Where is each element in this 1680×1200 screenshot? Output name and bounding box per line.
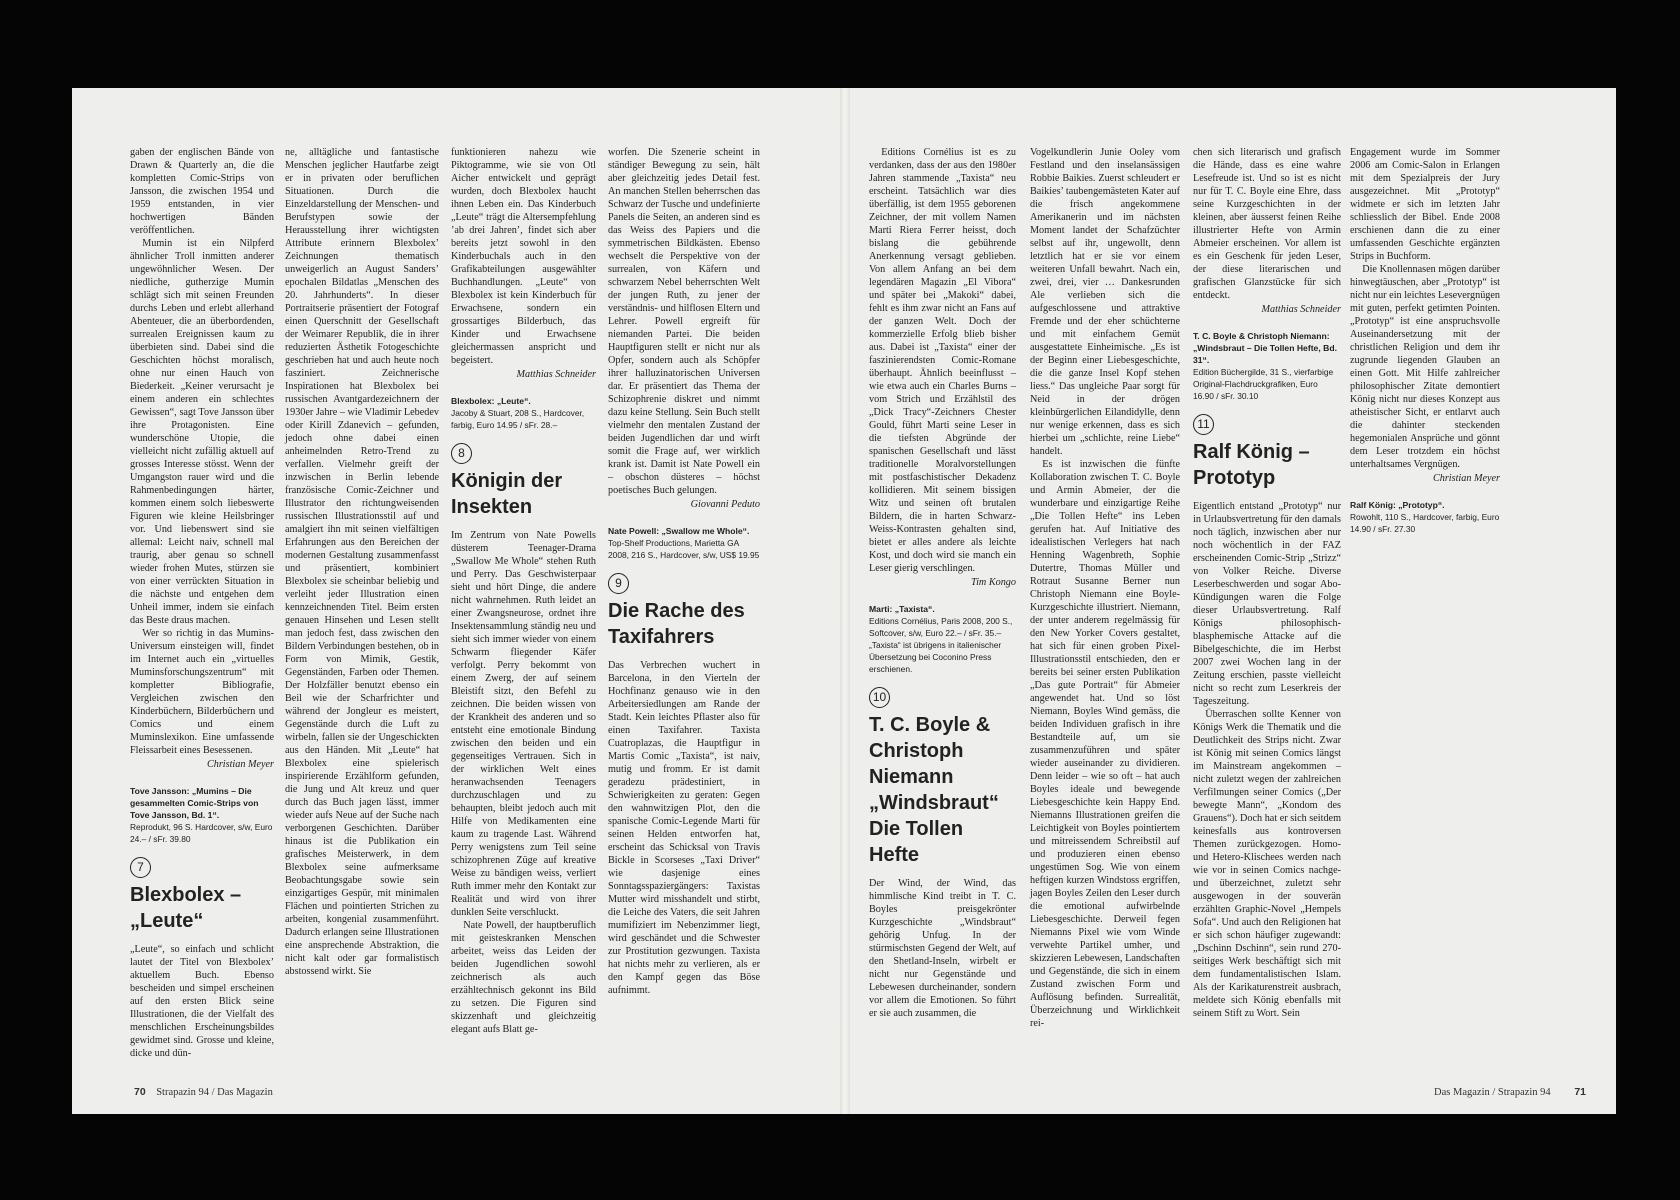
- left-column-1: [130, 146, 274, 1060]
- article-paragraph: Mumin ist ein Nilpferd ähnlicher Troll inmitten anderer ungewöhnlicher Wesen. Der niedliche, gutherzige Mumin schlägt sich mit seinen Freunden durchs Leben und erlebt allerhand Abenteuer, die an überbordenden, surrealen Ereignissen kaum zu überbieten sind. Dabei sind die Geschichten höchst moralisch, ohne nur einen Hauch von Biederkeit. „Keiner verursacht je einem anderen ein schlechtes Gewissen“, sagt Tove Jansson über ihre Protagonisten. Eine wunderschöne Utopie, die vielleicht nicht zufällig aktuell auf grosses Interesse stösst. Wenn der Umgangston rauer wird und die Rahmenbedingungen härter, kommen einem solch liebeswerte Figuren wie kleine Heilsbringer vor. Und liebenswert sind sie allemal: Leicht naiv, schnell mal traurig, aber genau so schnell wieder frohen Mutes, stürzen sie von einer verrückten Situation in die nächste und entgehen dem Unheil immer, indem sie einfach das Beste draus machen.: [130, 238, 274, 626]
- credit-title: Tove Jansson: „Mumins – Die gesammelten Comic-Strips von Tove Jansson, Bd. 1“.: [130, 786, 259, 820]
- book-credit: [869, 603, 1016, 675]
- section-number-badge: 7: [130, 857, 151, 878]
- right-column-3: [1193, 146, 1341, 1020]
- article-paragraph: Die Knollennasen mögen darüber hinwegtäuschen, aber „Prototyp“ ist nicht nur ein leichtes Lesevergnügen mit guten, perfekt getimten Pointen. „Prototyp“ ist eine anspruchsvolle Auseinandersetzung mit der christlichen Religion und dem ihr zugrunde liegenden Glauben an einen Gott. Mit Hilfe zahlreicher philosophischer Zitate demontiert König nicht nur dieses Konzept aus atheistischer Sicht, er entlarvt auch die dahinter steckenden hegemonialen Ansprüche und gönnt dem Leser trotzdem ein höchst unterhaltsames Vergnügen.: [1350, 264, 1500, 470]
- section-number-badge: 9: [608, 573, 629, 594]
- author-signature: Matthias Schneider: [516, 369, 596, 380]
- book-credit: [1193, 330, 1341, 402]
- left-column-2: [285, 146, 439, 978]
- magazine-title: Das Magazin / Strapazin 94: [1434, 1087, 1551, 1098]
- article-paragraph: „Leute“, so einfach und schlicht lautet der Titel von Blexbolex’ aktuellem Buch. Ebenso bescheiden und simpel erscheinen auf den ersten Blick seine Illustrationen, die der Vielfalt des menschlichen Erscheinungsbildes gewidmet sind. Grosse und kleine, dicke und dün-: [130, 944, 274, 1059]
- credit-title: Blexbolex: „Leute“.: [451, 396, 531, 406]
- left-column-4: [608, 146, 760, 997]
- author-signature: Tim Kongo: [970, 577, 1016, 588]
- article-paragraph: Engagement wurde im Sommer 2006 am Comic-Salon in Erlangen mit dem Spezialpreis der Jury ausgezeichnet. Mit „Prototyp“ widmete er sich im letzten Jahr schliesslich der Bibel. Ende 2008 erschienen dann die zu einer umfassenden Geschichte ergänzten Strips in Buchform.: [1350, 147, 1500, 262]
- magazine-title: Strapazin 94 / Das Magazin: [156, 1087, 273, 1098]
- credit-title: T. C. Boyle & Christoph Niemann: „Windsbraut – Die Tollen Hefte, Bd. 31“.: [1193, 331, 1337, 365]
- credit-title: Nate Powell: „Swallow me Whole“.: [608, 526, 750, 536]
- credit-title: Marti: „Taxista“.: [869, 604, 935, 614]
- section-heading: Blexbolex – „Leute“: [130, 884, 242, 932]
- right-folio: [1434, 1086, 1586, 1098]
- book-credit: [130, 785, 274, 845]
- right-page: [850, 88, 1616, 1114]
- page-number: 71: [1574, 1086, 1586, 1098]
- section-heading: Ralf König – Prototyp: [1193, 441, 1310, 489]
- author-signature: Giovanni Peduto: [690, 499, 760, 510]
- credit-info: Editions Cornélius, Paris 2008, 200 S., Softcover, s/w, Euro 22.– / sFr. 35.– „Taxista“ ist übrigens in italienischer Übersetzung bei Coconino Press erschienen.: [869, 616, 1013, 674]
- section-heading: T. C. Boyle & Christoph Niemann „Windsbraut“ Die Tollen Hefte: [869, 714, 999, 866]
- section-number-badge: 11: [1193, 414, 1214, 435]
- section-number-badge: 10: [869, 687, 890, 708]
- left-column-3: [451, 146, 596, 1036]
- section-number-badge: 8: [451, 443, 472, 464]
- article-paragraph: Editions Cornélius ist es zu verdanken, dass der aus den 1980er Jahren stammende „Taxista“ neu erscheint. Tatsächlich war dies überfällig, ist dem 1955 geborenen Zeichner, der mit vollem Namen Marti Riera Ferrer heisst, doch bislang die gebührende Anerkennung versagt geblieben. Von allem Anfang an bei dem legendären Magazin „El Vibora“ und später bei „Makoki“ dabei, fehlt es ihm zwar nicht an Fans auf der ganzen Welt. Doch der kommerzielle Erfolg blieb bisher aus. Dabei ist „Taxista“ einer der faszinierendsten Comic-Romane überhaupt. Ähnlich beeinflusst – wie etwa auch ein Charles Burns – vom Strich und Erzählstil des „Dick Tracy“-Zeichners Chester Gould, führt Marti seine Leser in die tiefsten Abgründe der spanischen Gesellschaft und lässt traditionelle Moralvorstellungen mit postfaschistischer Dekadenz kollidieren. Mit seinem bissigen Witz und seinen oft brutalen Bildern, die in harten Schwarz-Weiss-Kontrasten gehalten sind, bietet er alles andere als leichte Kost, und doch wird sie manch ein Leser gierig verschlingen.: [869, 147, 1016, 574]
- credit-info: Rowohlt, 110 S., Hardcover, farbig, Euro 14.90 / sFr. 27.30: [1350, 512, 1500, 534]
- author-signature: Matthias Schneider: [1261, 304, 1341, 315]
- article-paragraph: ne, alltägliche und fantastische Menschen jeglicher Hautfarbe zeigt er in privaten oder beruflichen Situationen. Durch die Einzeldarstellung der Menschen- und Berufstypen sowie der Herausstellung ihrer wichtigsten Attribute erinnern Blexbolex’ Zeichnungen thematisch unweigerlich an August Sanders’ epochalen Bildatlas „Menschen des 20. Jahrhunderts“. In dieser Portraitserie präsentiert der Fotograf einen Querschnitt der Gesellschaft der Weimarer Republik, die in ihrer reduzierten Ästhetik Fotogeschichte geschrieben hat und auch heute noch fasziniert. Zeichnerische Inspirationen hat Blexbolex bei russischen Avantgardezeichnern der 1930er Jahre – wie Vladimir Lebedev oder Kirill Zdanevich – gefunden, jedoch ohne dabei einen anheimelnden Retro-Trend zu verfallen. Vielmehr greift der inzwischen in Berlin lebende französische Comic-Zeichner und Illustrator den richtungweisenden russischen Illustrationsstil auf und amalgiert ihn mit seinen vielfältigen Erfahrungen aus den Bereichen der modernen Gestaltung zusammenfasst und präsentiert, kombiniert Blexbolex sie scheinbar beliebig und verleiht jeder Illustration einen kennzeichnenden Titel. Beim ersten genauen Hinsehen und Lesen stellt man jedoch fest, dass zwischen den Bildern Verbindungen bestehen, ob in Form von Mimik, Gestik, Gegenständen, Farben oder Themen. Der Holzfäller benutzt ebenso ein Beil wie der Scharfrichter und während der Jongleur es meistert, Gegenstände durch die Luft zu wirbeln, fallen sie der Ungeschickten aus den Händen. Mit „Leute“ hat Blexbolex eine spielerisch inspirierende Erzählform gefunden, die Jung und Alt kreuz und quer durch das Buch jagen lässt, immer wieder aufs Neue auf der Suche nach verborgenen Geschichten. Darüber hinaus ist die Publikation ein grafisches Meisterwerk, in dem Blexbolex seine aufmerksame Beobachtungsgabe sowie sein einzigartiges Gespür, mit minimalen Flächen und pointierten Strichen zu arbeiten, kongenial zusammenführt. Dadurch erlangen seine Illustrationen eine ansprechende Abstraktion, die nicht kalt oder gar formalistisch abstossend wirkt. Sie: [285, 147, 440, 977]
- article-paragraph: Es ist inzwischen die fünfte Kollaboration zwischen T. C. Boyle und Armin Abmeier, der die wunderbare und einzigartige Reihe „Die Tollen Hefte“ ins Leben gerufen hat. Auf Initiative des idealistischen Verlegers hat nach Henning Wagenbreth, Sophie Dutertre, Thomas Müller und Rotraut Susanne Berner nun Christoph Niemann eine Boyle-Kurzgeschichte illustriert. Niemann, der unter anderem regelmässig für den New Yorker Covers gestaltet, hat sich für einen groben Pixel-Illustrationsstil entschieden, den er bereits bei seiner ersten Publikation „Das gute Portrait“ für Abmeier angewendet hat. Und so löst Niemann, Boyles Wind gemäss, die beiden Individuen grafisch in ihre Bestandteile auf, um sie zusammenzuführen und später wieder auseinander zu dividieren. Denn leider – wie so oft – hat auch Boyles ideale und bewegende Liebesgeschichte kein Happy End. Niemanns Illustrationen greifen die Leichtigkeit von Boyles pointiertem und mitreissendem Schreibstil auf und produzieren einen ebenso ungestümen Sog. Wie von einem heftigen kurzen Windstoss ergriffen, jagen Boyles Zeilen den Leser durch die emotional aufwirbelnde Liebesgeschichte. Derweil fegen Niemanns Pixel wie vom Winde verwehte Partikel umher, und skizzieren Lebewesen, Landschaften und Gegenstände, die sich in einem Zustand zwischen Form und Auflösung befinden. Surrealität, Überzeichnung und Wirklichkeit rei-: [1030, 459, 1180, 1029]
- article-paragraph: worfen. Die Szenerie scheint in ständiger Bewegung zu sein, hält aber gleichzeitig jedes Detail fest. An manchen Stellen beherrschen das Schwarz der Tusche und undefinierte Panels die Seiten, an anderen sind es das Weiss des Papiers und die symmetrischen Bildkästen. Ebenso wechselt die Perspektive von der surrealen, von Käfern und schwarzem Nebel beherrschten Welt der jungen Ruth, zu jener der verständnis- und hilflosen Eltern und Lehrer. Powell ergreift für niemanden Partei. Die beiden Hauptfiguren stellt er nicht nur als Opfer, sondern auch als Schöpfer ihrer halluzinatorischen Universen dar. Er präsentiert das Thema der Schizophrenie diskret und nimmt dazu keine Stellung. Sein Buch stellt vielmehr den mentalen Zustand der beiden Jugendlichen dar und wirft somit die Frage auf, wer wirklich krank ist. Damit ist Nate Powell ein – obschon düsteres – höchst poetisches Buch gelungen.: [608, 147, 760, 496]
- left-folio: [134, 1086, 273, 1098]
- article-paragraph: Wer so richtig in das Mumins-Universum einsteigen will, findet im Internet auch ein „virtuelles Muminsforschungszentrum“ mit kompletter Bibliografie, Vergleichen zwischen den Kinderbüchern, Bilderbüchern und Comics und einem Muminslexikon. Eine umfassende Fleissarbeit eines Besessenen.: [130, 628, 274, 756]
- article-paragraph: funktionieren nahezu wie Piktogramme, wie sie von Otl Aicher entwickelt und geprägt wurden, doch Blexbolex haucht ihnen Leben ein. Das Kinderbuch „Leute“ trägt die Altersempfehlung ’ab drei Jahren’, findet sich aber bereits jetzt sowohl in den Kinderbuchals auch in den Grafikabteilungen ausgewählter Buchhandlungen. „Leute“ von Blexbolex ist kein Kinderbuch für Erwachsene, sondern ein grossartiges Bilderbuch, das Kinder und Erwachsene gleichermassen anspricht und begeistert.: [451, 147, 596, 366]
- article-paragraph: Eigentlich entstand „Prototyp“ nur in Urlaubsvertretung für den damals noch täglich, inzwischen aber nur noch wöchentlich in der FAZ erscheinenden Comic-Strip „Strizz“ von Volker Reiche. Diverse Leserbeschwerden und sogar Abo-Kündigungen waren die Folge dieser Urlaubsvertretung. Ralf Königs philosophisch-blasphemische Attacke auf die Bibelgeschichte, die im Herbst 2007 zwei Wochen lang in der Zeitung erschien, passte vielleicht nicht so recht zum Leserkreis der Tageszeitung.: [1193, 501, 1341, 707]
- article-paragraph: gaben der englischen Bände von Drawn & Quarterly an, die die kompletten Comic-Strips von Jansson, die zwischen 1954 und 1959 entstanden, in vier hochwertigen Bänden veröffentlichen.: [130, 147, 274, 236]
- right-column-4: [1350, 146, 1500, 547]
- article-paragraph: Im Zentrum von Nate Powells düsterem Teenager-Drama „Swallow Me Whole“ stehen Ruth und Perry. Das Geschwisterpaar sieht und hört Dinge, die andere nicht wahrnehmen. Ruth leidet an einer Zwangsneurose, ordnet ihre Insektensammlung ständig neu und sieht sich immer wieder von einem Schwarm fliegender Käfer verfolgt. Perry bekommt von einem Zwerg, der auf seinem Bleistift sitzt, den Befehl zu zeichnen. Die beiden wissen von der Krankheit des anderen und so entsteht eine emotionale Bindung zwischen den beiden und ein gegenseitiges Vertrauen. Sich in der wirklichen Welt eines heranwachsenden Teenagers durchzuschlagen und zu behaupten, bleibt jedoch auch mit Hilfe von Medikamenten eine kaum zu tragende Last. Während Perry wenigstens zum Teil seine schizophrenen Züge auf kreative Weise zu bändigen weiss, verliert Ruth immer mehr den Kontakt zur Realität und wird von ihrer dunklen Seite verschluckt.: [451, 530, 596, 918]
- section-heading: Die Rache des Taxifahrers: [608, 600, 745, 648]
- article-paragraph: Nate Powell, der hauptberuflich mit geisteskranken Menschen arbeitet, weiss das Leiden der beiden Jugendlichen sowohl zeichnerisch als auch erzähltechnisch gekonnt ins Bild zu setzen. Die Figuren sind skizzenhaft und gleichzeitig elegant aufs Blatt ge-: [451, 920, 596, 1035]
- credit-info: Reprodukt, 96 S. Hardcover, s/w, Euro 24.– / sFr. 39.80: [130, 822, 273, 844]
- book-credit: [451, 395, 596, 431]
- right-column-1: [869, 146, 1016, 1020]
- book-credit: [1350, 499, 1500, 535]
- credit-title: Ralf König: „Prototyp“.: [1350, 500, 1445, 510]
- section-heading: Königin der Insekten: [451, 470, 563, 518]
- left-page: [72, 88, 840, 1114]
- right-column-2: [1030, 146, 1180, 1030]
- article-paragraph: Überraschen sollte Kenner von Königs Werk die Thematik und die Deutlichkeit des Strips nicht. Zwar ist König mit seinen Comics längst im Mainstream angekommen – nicht zuletzt wegen der zahlreichen Verfilmungen seiner Comics („Der bewegte Mann“, „Kondom des Grauens“). Doch hat er sich seitdem keinesfalls aus kontroversen Themen zurückgezogen. Homo- und Hetero-Klischees werden nach wie vor in seinen Comics nachge- und überzeichnet, zuletzt sehr ausgewogen in der souverän erzählten Graphic-Novel „Hempels Sofa“. Und auch den Religionen hat er sich schon häufiger zugewandt: „Dschinn Dschinn“, sein rund 270-seitiges Werk beschäftigt sich mit dem fundamentalistischen Islam. Als der Karikaturenstreit ausbrach, meldete sich König ebenfalls mit seinem Stift zu Wort. Sein: [1193, 709, 1341, 1019]
- page-number: 70: [134, 1086, 146, 1098]
- article-paragraph: Vogelkundlerin Junie Ooley vom Festland und den inselansässigen Robbie Baikies. Zuerst schleudert er Baikies’ taubengemästeten Kater auf die frisch angekommene Amerikanerin und im nächsten Moment landet der Schafzüchter selbst auf ihr, ungewollt, denn letztlich hat er sie vor einem weiteren Unfall bewahrt. Nach ein, zwei, drei, vier … Dankesrunden Ale verlieben sich die aufgeschlossene und attraktive Fremde und der eher schüchterne und mit einfachem Gemüt ausgestattete Einheimische. „Es ist der Beginn einer Liebesgeschichte, die die ganze Insel Kopf stehen liess.“ Das ungleiche Paar sorgt für Neid in der drögen kleinbürgerlichen Eilandidylle, denn nur wenige erkennen, dass es sich hierbei um „schlichte, reine Liebe“ handelt.: [1030, 147, 1180, 457]
- article-paragraph: Der Wind, der Wind, das himmlische Kind treibt in T. C. Boyles preisgekrönter Kurzgeschichte „Windsbraut“ gehörig Unfug. In der stürmischsten Gegend der Welt, auf den Shetland-Inseln, wirbelt er nicht nur Gegenstände und Lebewesen durcheinander, sondern vor allem die Emotionen. So führt er sie auch zusammen, die: [869, 878, 1016, 1019]
- book-credit: [608, 525, 760, 561]
- credit-info: Top-Shelf Productions, Marietta GA 2008, 216 S., Hardcover, s/w, US$ 19.95: [608, 538, 760, 560]
- author-signature: Christian Meyer: [1432, 473, 1500, 484]
- credit-info: Jacoby & Stuart, 208 S., Hardcover, farbig, Euro 14.95 / sFr. 28.–: [451, 408, 585, 430]
- author-signature: Christian Meyer: [206, 759, 274, 770]
- credit-info: Edition Büchergilde, 31 S., vierfarbige Original-Flachdruckgrafiken, Euro 16.90 / sFr. 30.10: [1193, 367, 1334, 401]
- article-paragraph: chen sich literarisch und grafisch die Hände, dass es eine wahre Lesefreude ist. Und so ist es nicht nur für T. C. Boyle eine Ehre, dass seine Kurzgeschichten in der kleinen, aber äusserst feinen Reihe illustrierter Hefte von Armin Abmeier erscheinen. Vor allem ist es ein Geschenk für jeden Leser, der diese literarischen und grafischen Glanzstücke für sich entdeckt.: [1193, 147, 1341, 301]
- article-paragraph: Das Verbrechen wuchert in Barcelona, in den Vierteln der Hochfinanz genauso wie in den Arbeitersiedlungen am Rande der Stadt. Kein leichtes Pflaster also für einen Taxifahrer. Taxista Cuatroplazas, die Hauptfigur in Martis Comic „Taxista“, ist naiv, mutig und fromm. Er ist damit geradezu prädestiniert, in Schwierigkeiten zu geraten: Gegen den wahnwitzigen Plot, den die spanische Comic-Legende Marti für seinen Helden entworfen hat, erscheint das Schicksal von Travis Bickle in Scorseses „Taxi Driver“ wie dasjenige eines Sonntagsspaziergängers: Taxistas Mutter wird misshandelt und stirbt, die Leiche des Vaters, die seit Jahren mumifiziert im Nebenzimmer liegt, wird geschändet und die Schwester zur Prostitution gezwungen. Taxista hat nichts mehr zu verlieren, als er den Kampf gegen das Böse aufnimmt.: [608, 660, 760, 996]
